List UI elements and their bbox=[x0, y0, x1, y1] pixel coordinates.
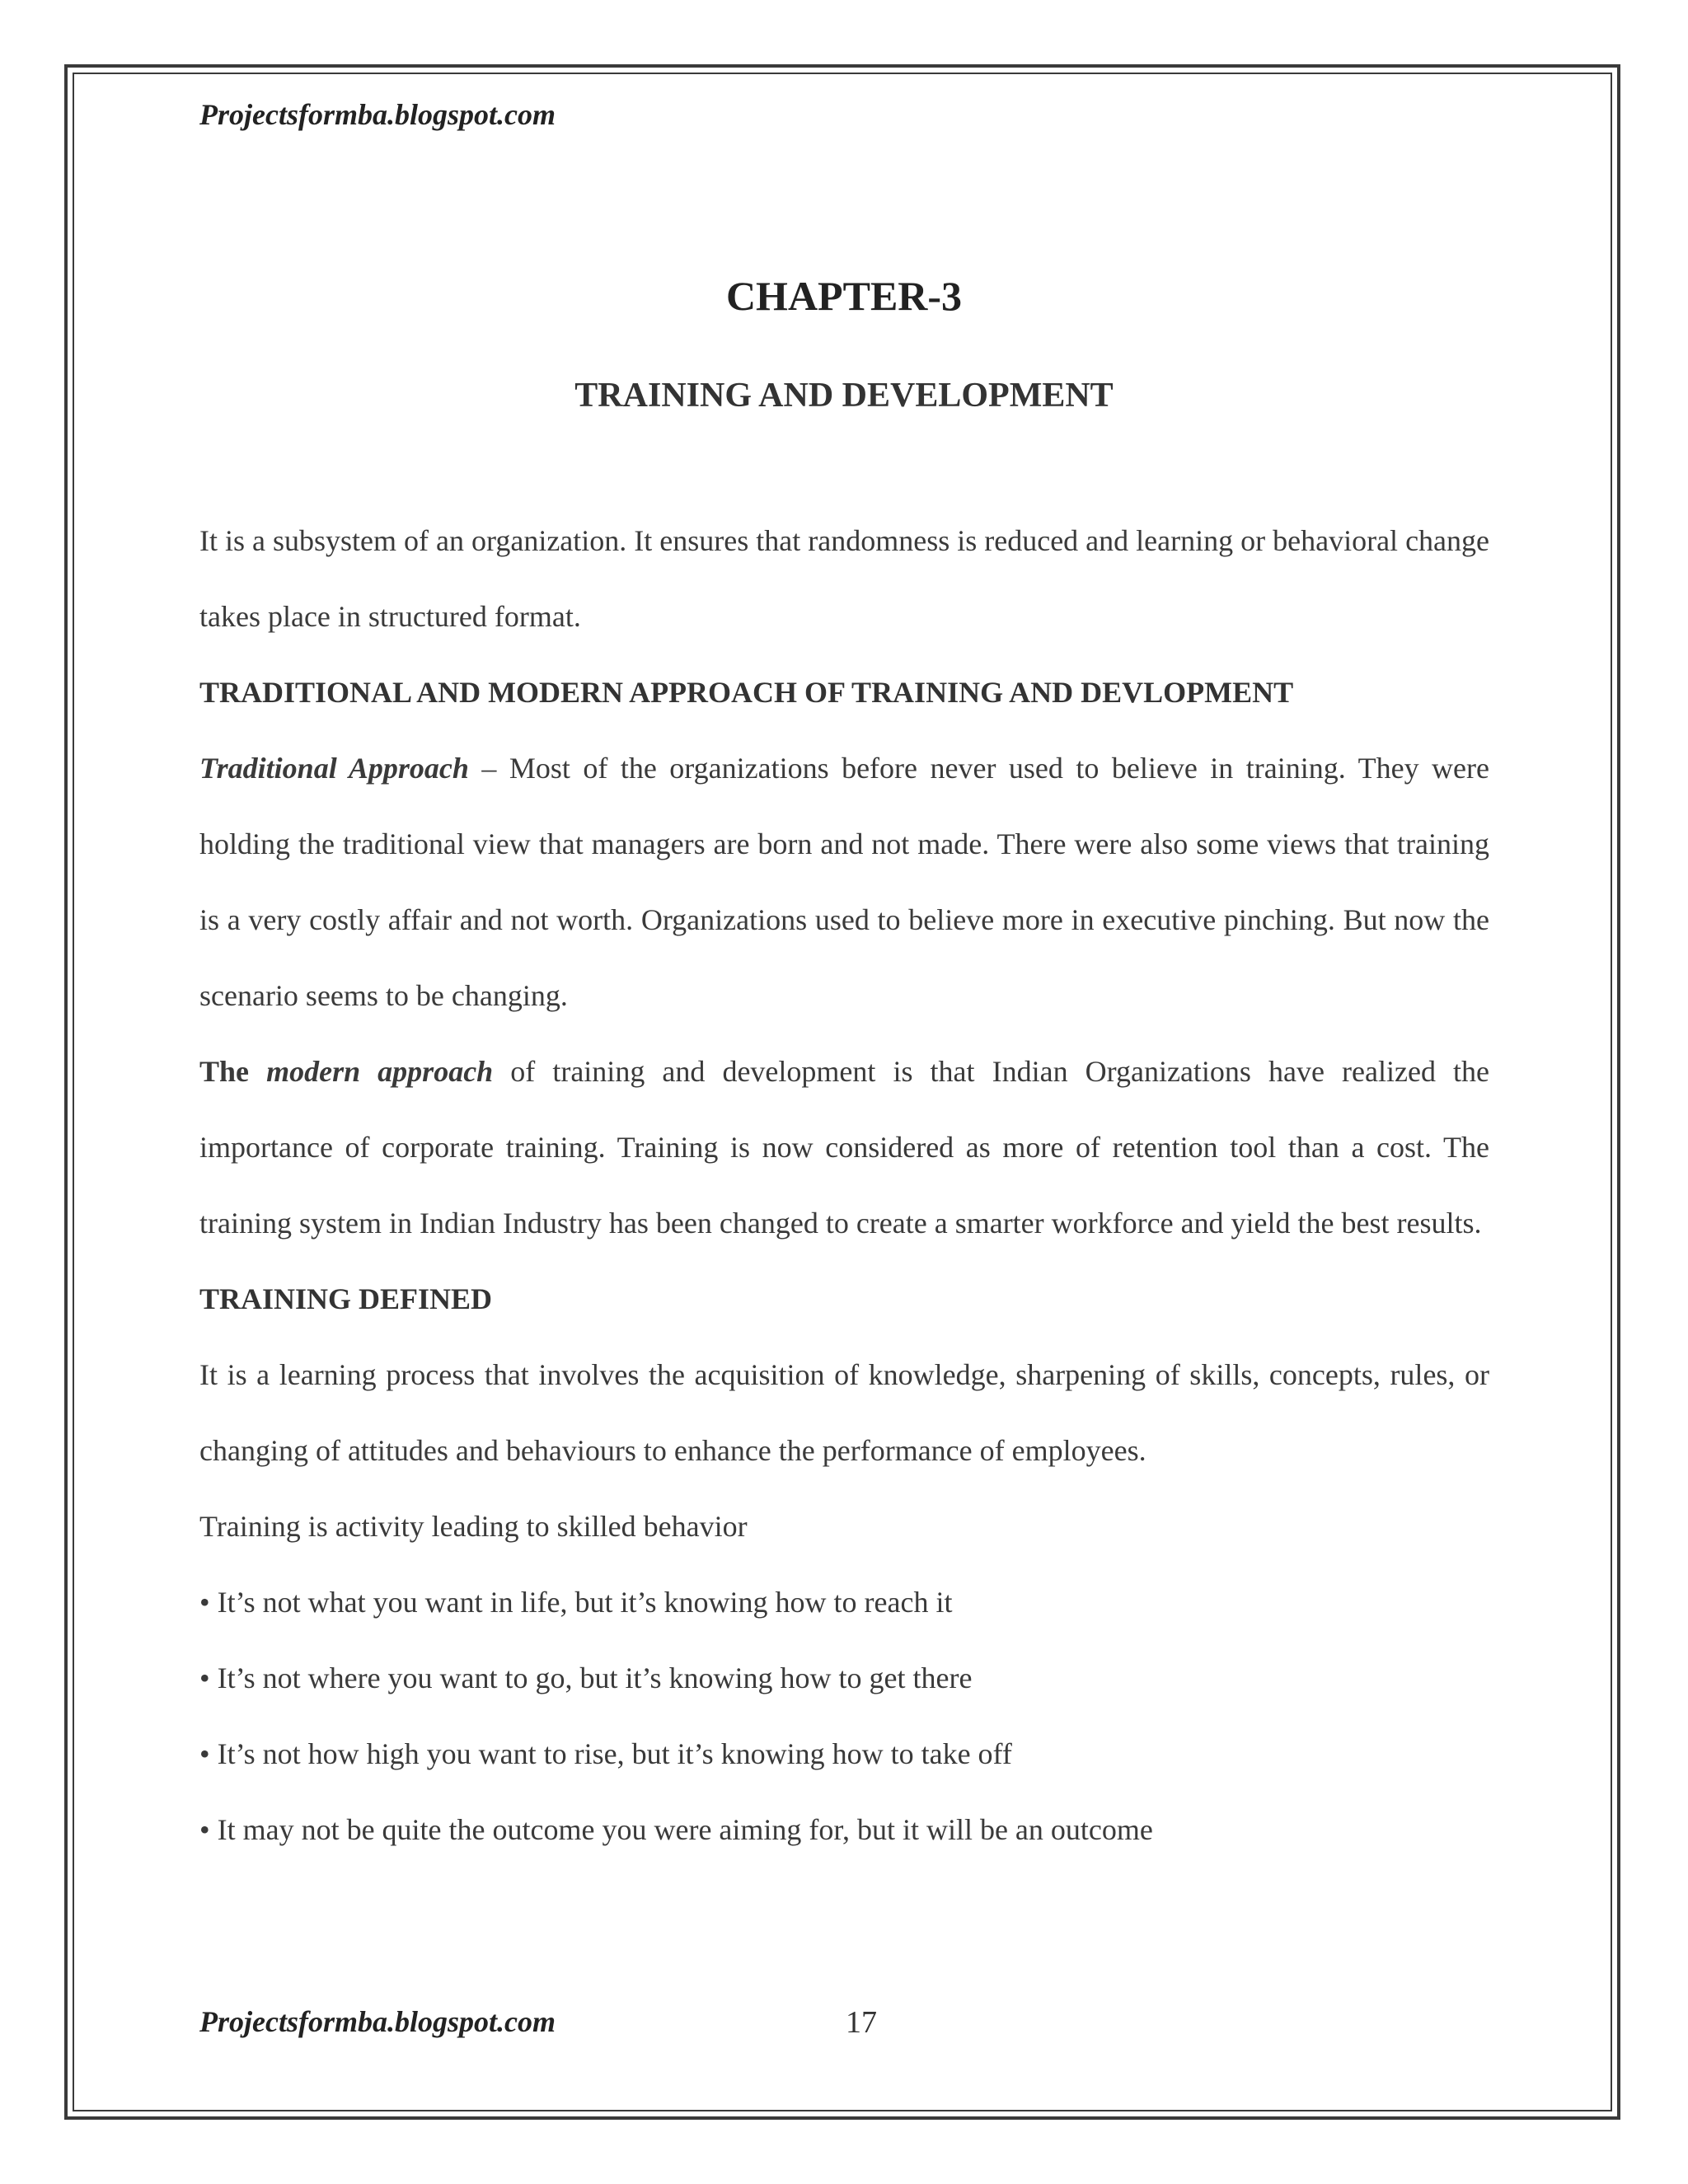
defined-paragraph: It is a learning process that involves the acquisition of knowledge, sharpening of skills, concepts, rules, or changing of attitudes and behaviours to enhance the performance of employees. bbox=[199, 1358, 1489, 1467]
bullet-item: • It’s not what you want in life, but it’s knowing how to reach it bbox=[199, 1586, 953, 1619]
chapter-title: TRAINING AND DEVELOPMENT bbox=[574, 377, 1114, 415]
defined-last-line: Training is activity leading to skilled behavior bbox=[199, 1510, 748, 1543]
modern-paragraph bbox=[199, 1033, 1489, 1261]
document-body bbox=[199, 503, 1489, 1868]
bullet-item: • It’s not where you want to go, but it’s knowing how to get there bbox=[199, 1661, 973, 1694]
traditional-text: – Most of the organizations before never used to believe in training. They were holding the traditional view that managers are born and not made. There were also some views that training is a very costly affair and not worth. Organizations used to believe more in executive pinching. But now the scenario seems to be changing. bbox=[199, 752, 1489, 1012]
modern-prefix: The bbox=[199, 1055, 267, 1088]
traditional-label: Traditional Approach bbox=[199, 752, 469, 785]
footer-site-name: Projectsformba.blogspot.com bbox=[199, 2005, 556, 2038]
bullet-item: • It’s not how high you want to rise, but it’s knowing how to take off bbox=[199, 1737, 1012, 1770]
intro-paragraph: It is a subsystem of an organization. It ensures that randomness is reduced and learning or behavioral change takes place in structured format. bbox=[199, 524, 1489, 633]
approach-heading: TRADITIONAL AND MODERN APPROACH OF TRAINING AND DEVLOPMENT bbox=[199, 676, 1294, 709]
modern-text: of training and development is that Indian Organizations have realized the importance of corporate training. Training is now considered as more of retention tool than a cost. The training system in Indian Industry has been changed to create a smarter workforce and yield the best results. bbox=[199, 1055, 1489, 1240]
header-site-name: Projectsformba.blogspot.com bbox=[199, 98, 556, 131]
chapter-number bbox=[0, 272, 1688, 320]
chapter-number-text: CHAPTER-3 bbox=[725, 273, 963, 319]
defined-heading: TRAINING DEFINED bbox=[199, 1282, 493, 1315]
modern-label: modern approach bbox=[266, 1055, 494, 1088]
page-number: 17 bbox=[846, 2005, 877, 2040]
bullet-item: • It may not be quite the outcome you were aiming for, but it will be an outcome bbox=[199, 1813, 1153, 1846]
traditional-paragraph bbox=[199, 730, 1489, 1033]
